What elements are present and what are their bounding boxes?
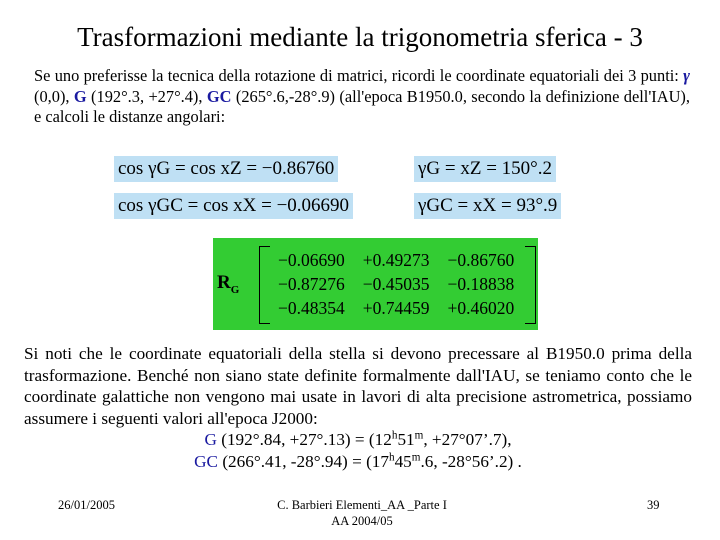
g-j2000-label: G xyxy=(204,430,217,449)
equation-cos-gamma-g: cos γG = cos xZ = −0.86760 xyxy=(114,156,338,182)
matrix-label: $R_G$ xyxy=(217,272,240,296)
rotation-matrix xyxy=(213,238,538,330)
matrix-cell: +0.46020 xyxy=(447,297,515,318)
slide-title: Trasformazioni mediante la trigonometria sferica - 3 xyxy=(77,22,643,52)
note-paragraph xyxy=(24,343,692,472)
footer-author xyxy=(262,497,462,529)
gamma-symbol: γ xyxy=(683,66,690,85)
intro-text-b: (0,0), xyxy=(34,86,74,106)
equation-cos-gamma-gc: cos γGC = cos xX = −0.06690 xyxy=(114,193,353,219)
intro-paragraph xyxy=(34,66,690,128)
g-label: G xyxy=(73,86,87,106)
footer-date: 26/01/2005 xyxy=(58,498,115,512)
matrix-cell: +0.49273 xyxy=(362,249,430,270)
equation-gamma-gc: γGC = xX = 93°.9 xyxy=(414,193,561,219)
gc-label: GC xyxy=(206,86,232,106)
g-j2000-line: G (192°.84, $+27^\circ.13) = (12^h51^m$, +27°07’.7), xyxy=(204,429,512,449)
matrix-cell: −0.87276 xyxy=(278,273,345,294)
gc-j2000-label: GC xyxy=(194,451,219,471)
matrix-cell: −0.18838 xyxy=(447,273,515,294)
intro-text-d: (265°.6,-28°.9) (all'epoca B1950.0, secondo la definizione dell'IAU), e calcoli le distanze angolari: xyxy=(34,86,690,126)
matrix-values xyxy=(269,248,523,320)
footer-author-line2: AA 2004/05 xyxy=(331,514,393,528)
equation-gamma-g: γG = xZ = 150°.2 xyxy=(414,156,556,182)
note-text: Si noti che le coordinate equatoriali della stella si devono precessare al B1950.0 prima della trasformazione. Benché non siano state definite formalmente dall'IAU, se teniamo conto che le coordinate galattiche non vengono mai usate in lavori di alta precisione astrometrica, possiamo assumere i seguenti valori all'epoca J2000: xyxy=(24,344,692,428)
matrix-cell: −0.48354 xyxy=(278,297,345,318)
matrix-row xyxy=(269,248,523,272)
matrix-cell: +0.74459 xyxy=(362,297,430,318)
intro-text-a: Se uno preferisse la tecnica della rotazione di matrici, ricordi le coordinate equatoriali dei 3 punti: xyxy=(34,66,684,85)
gc-j2000-line: GC (266°.41, $-28^\circ.94) = (17^h45^m.6$, -28°56’.2) . xyxy=(194,450,522,471)
matrix-row xyxy=(269,272,523,296)
matrix-cell: −0.45035 xyxy=(362,273,430,294)
matrix-cell: −0.86760 xyxy=(447,249,515,270)
matrix-cell: −0.06690 xyxy=(278,249,345,270)
footer-author-line1: C. Barbieri Elementi_AA _Parte I xyxy=(277,498,447,512)
matrix-row xyxy=(269,296,523,320)
matrix-right-bracket xyxy=(525,246,536,324)
intro-text-c: (192°.3, +27°.4), xyxy=(86,86,207,106)
footer-page-number: 39 xyxy=(647,498,660,512)
